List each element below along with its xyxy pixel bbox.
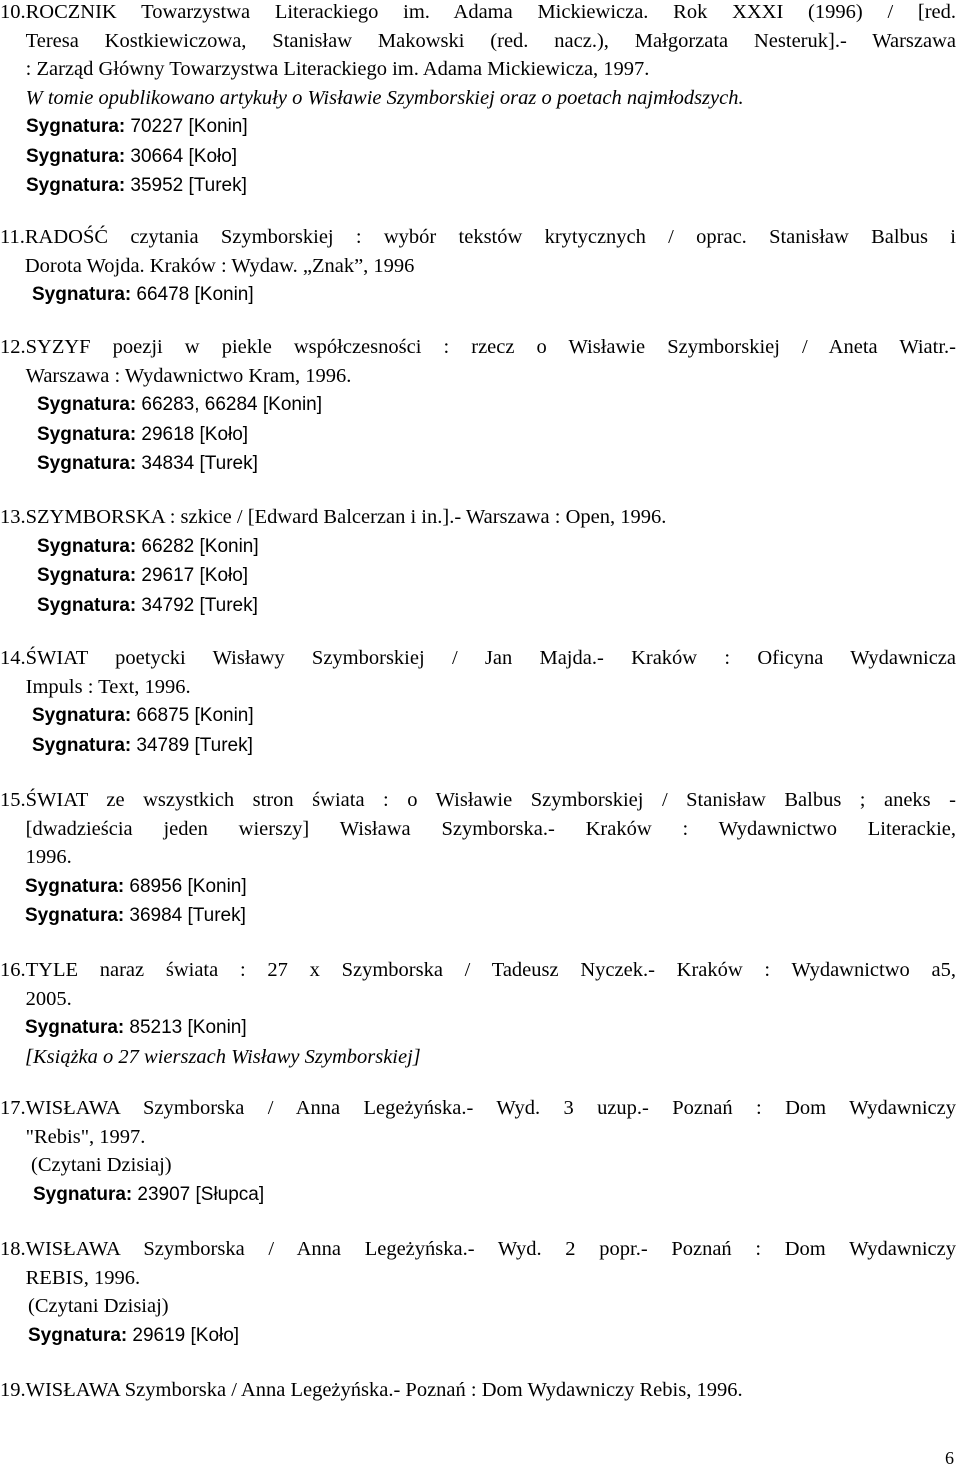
call-number-value: 30664 [Koło] [130,145,238,167]
call-number-value: 70227 [Konin] [130,116,248,137]
call-number [37,561,956,591]
call-number-value: 85213 [Konin] [129,1017,247,1038]
call-number-value: 66282 [Konin] [141,535,259,557]
bib-entry-14 [0,644,956,760]
call-number [26,142,956,172]
citation-line: ŚWIAT ze wszystkich stron świata : o Wisławie Szymborskiej / Stanisław Balbus ; aneks - [25,789,956,811]
page-number: 6 [945,1448,954,1468]
citation-line: Impuls : Text, 1996. [25,675,191,698]
citation-line: ROCZNIK Towarzystwa Literackiego im. Adama Mickiewicza. Rok XXXI (1996) / [red. [25,1,956,23]
call-number-label: Sygnatura: [32,705,132,726]
citation-line: Warszawa : Wydawnictwo Kram, 1996. [25,364,352,387]
series-title: (Czytani Dzisiaj) [31,1154,172,1176]
entry-number: 16. [0,959,26,981]
citation-line: WISŁAWA Szymborska / Anna Legeżyńska.- Wyd. 3 uzup.- Poznań : Dom Wydawniczy [25,1097,956,1119]
call-number-label: Sygnatura: [32,284,132,305]
call-number [26,112,956,142]
call-number [28,1321,956,1351]
call-number-label: Sygnatura: [28,1324,128,1346]
call-number [25,872,956,902]
call-number-label: Sygnatura: [33,1183,133,1205]
call-number-value: 66478 [Konin] [136,284,254,305]
citation-line: Teresa Kostkiewiczowa, Stanisław Makowski (red. nacz.), Małgorzata Nesteruk].- Warszawa [25,29,956,52]
bib-entry-18 [0,1235,956,1350]
citation-line: SYZYF poezji w piekle współczesności : rzecz o Wisławie Szymborskiej / Aneta Wiatr.- [25,336,956,358]
citation-line: RADOŚĆ czytania Szymborskiej : wybór tekstów krytycznych / oprac. Stanisław Balbus i [24,226,956,248]
series-title: (Czytani Dzisiaj) [28,1295,169,1317]
citation-line: TYLE naraz świata : 27 x Szymborska / Tadeusz Nyczek.- Kraków : Wydawnictwo a5, [25,959,956,981]
call-number-value: 36984 [Turek] [129,905,246,926]
bib-entry-11 [0,223,956,310]
entry-number: 13. [0,506,26,528]
bib-entry-19 [0,1376,956,1405]
citation-line: SZYMBORSKA : szkice / [Edward Balcerzan i in.].- Warszawa : Open, 1996. [25,506,667,528]
call-number [31,1180,956,1210]
call-number-label: Sygnatura: [25,905,125,926]
bib-entry-17 [0,1094,956,1209]
citation-line: Dorota Wojda. Kraków : Wydaw. „Znak”, 1996 [24,254,415,277]
call-number-label: Sygnatura: [37,594,137,616]
call-number-value: 68956 [Konin] [129,875,247,897]
citation-line: WISŁAWA Szymborska / Anna Legeżyńska.- Poznań : Dom Wydawniczy Rebis, 1996. [25,1379,743,1401]
call-number [32,280,956,310]
call-number-value: 29618 [Koło] [141,423,249,445]
citation-line: 2005. [25,987,72,1010]
citation-line: ŚWIAT poetycki Wisławy Szymborskiej / Jan Majda.- Kraków : Oficyna Wydawnicza [25,647,956,669]
call-number [37,390,956,420]
call-number [25,1013,956,1043]
call-number-label: Sygnatura: [32,734,132,756]
call-number-value: 29617 [Koło] [141,565,249,586]
call-number-label: Sygnatura: [37,423,137,445]
call-number-label: Sygnatura: [26,175,126,196]
call-number [37,449,956,479]
entry-number: 18. [0,1238,26,1260]
entry-note: W tomie opublikowano artykuły o Wisławie Szymborskiej oraz o poetach najmłodszych. [25,86,744,109]
call-number-label: Sygnatura: [26,145,126,167]
bib-entry-10 [0,0,956,201]
call-number-value: 66283, 66284 [Konin] [141,394,323,415]
citation-line: [dwadzieścia jeden wierszy] Wisława Szymborska.- Kraków : Wydawnictwo Literackie, [25,817,956,840]
call-number [37,420,956,450]
entry-number: 15. [0,789,26,811]
bib-entry-13 [0,503,956,620]
call-number [32,701,956,731]
call-number-label: Sygnatura: [37,535,137,557]
entry-note: [Książka o 27 wierszach Wisławy Szymborskiej] [25,1045,421,1068]
call-number-label: Sygnatura: [37,565,137,586]
entry-number: 14. [0,647,26,669]
entry-number: 17. [0,1097,26,1119]
entry-number: 10. [0,1,26,23]
bib-entry-16 [0,956,956,1071]
citation-line: REBIS, 1996. [25,1266,141,1289]
call-number-label: Sygnatura: [37,394,137,415]
call-number-label: Sygnatura: [25,875,125,897]
call-number [37,591,956,621]
call-number-value: 23907 [Słupca] [137,1183,265,1205]
entry-number: 12. [0,336,26,358]
citation-line: 1996. [25,846,72,868]
entry-citation [0,0,956,112]
call-number [25,901,956,931]
call-number-value: 29619 [Koło] [132,1324,240,1346]
call-number-label: Sygnatura: [25,1017,125,1038]
entry-number: 19. [0,1379,26,1401]
call-number [37,532,956,562]
call-number-value: 34789 [Turek] [136,734,253,756]
entry-number: 11. [0,226,25,248]
call-number-value: 66875 [Konin] [136,705,254,726]
bib-entry-15 [0,786,956,931]
citation-line: "Rebis", 1997. [25,1125,146,1148]
call-number [26,171,956,201]
call-number-value: 34834 [Turek] [141,453,258,474]
call-number-value: 34792 [Turek] [141,594,258,616]
call-number [32,731,956,761]
citation-line: WISŁAWA Szymborska / Anna Legeżyńska.- Wyd. 2 popr.- Poznań : Dom Wydawniczy [25,1238,956,1260]
bib-entry-12 [0,333,956,479]
call-number-label: Sygnatura: [26,116,126,137]
citation-line: : Zarząd Główny Towarzystwa Literackiego im. Adama Mickiewicza, 1997. [25,58,650,80]
call-number-value: 35952 [Turek] [130,175,247,196]
call-number-label: Sygnatura: [37,453,137,474]
